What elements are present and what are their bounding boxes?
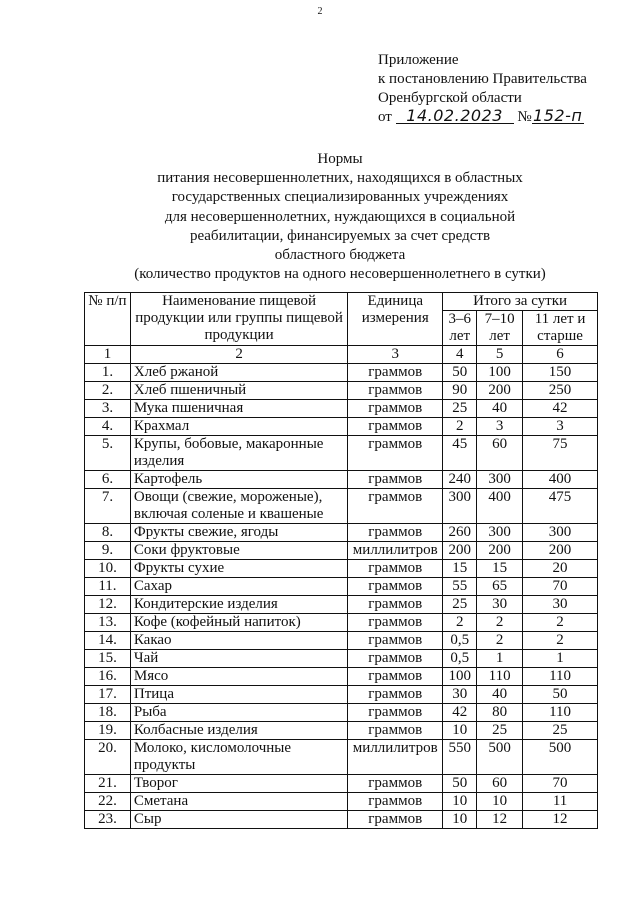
header-age-11-plus: 11 лет и старше — [523, 311, 598, 346]
table-row — [85, 668, 598, 686]
value-age-3-6: 50 — [443, 775, 477, 793]
row-number: 19. — [85, 722, 131, 740]
header-name: Наименование пищевой продукции или группы пищевой продукции — [130, 293, 347, 346]
unit-cell: граммов — [348, 489, 443, 524]
value-age-7-10: 25 — [477, 722, 523, 740]
value-age-11-plus: 110 — [523, 704, 598, 722]
row-number: 7. — [85, 489, 131, 524]
unit-cell: граммов — [348, 668, 443, 686]
value-age-3-6: 45 — [443, 436, 477, 471]
row-number: 12. — [85, 596, 131, 614]
unit-cell: граммов — [348, 578, 443, 596]
value-age-7-10: 1 — [477, 650, 523, 668]
unit-cell: граммов — [348, 722, 443, 740]
value-age-7-10: 15 — [477, 560, 523, 578]
product-name: Какао — [130, 632, 347, 650]
unit-cell: граммов — [348, 775, 443, 793]
value-age-3-6: 50 — [443, 364, 477, 382]
value-age-3-6: 30 — [443, 686, 477, 704]
product-name: Творог — [130, 775, 347, 793]
row-number: 8. — [85, 524, 131, 542]
value-age-11-plus: 70 — [523, 775, 598, 793]
value-age-7-10: 12 — [477, 811, 523, 829]
handwritten-number: 152-п — [533, 106, 583, 125]
appendix-block — [378, 51, 587, 127]
value-age-11-plus: 30 — [523, 596, 598, 614]
table-row — [85, 775, 598, 793]
row-number: 23. — [85, 811, 131, 829]
value-age-11-plus: 400 — [523, 471, 598, 489]
row-number: 20. — [85, 740, 131, 775]
value-age-11-plus: 70 — [523, 578, 598, 596]
value-age-7-10: 110 — [477, 668, 523, 686]
product-name: Соки фруктовые — [130, 542, 347, 560]
column-number: 5 — [477, 346, 523, 364]
unit-cell: граммов — [348, 436, 443, 471]
row-number: 13. — [85, 614, 131, 632]
product-name: Кофе (кофейный напиток) — [130, 614, 347, 632]
value-age-11-plus: 1 — [523, 650, 598, 668]
appendix-resolution: к постановлению Правительства — [378, 71, 587, 87]
value-age-11-plus: 75 — [523, 436, 598, 471]
appendix-title: Приложение — [378, 52, 459, 68]
unit-cell: граммов — [348, 524, 443, 542]
title-line: областного бюджета — [274, 247, 406, 264]
column-number: 2 — [130, 346, 347, 364]
unit-cell: граммов — [348, 560, 443, 578]
value-age-3-6: 10 — [443, 722, 477, 740]
header-unit: Единица измерения — [348, 293, 443, 346]
row-number: 16. — [85, 668, 131, 686]
product-name: Мука пшеничная — [130, 400, 347, 418]
value-age-3-6: 10 — [443, 793, 477, 811]
row-number: 9. — [85, 542, 131, 560]
title-line: для несовершеннолетних, нуждающихся в социальной — [164, 208, 516, 225]
value-age-7-10: 400 — [477, 489, 523, 524]
page-number: 2 — [317, 6, 323, 17]
value-age-11-plus: 200 — [523, 542, 598, 560]
row-number: 15. — [85, 650, 131, 668]
column-number: 3 — [348, 346, 443, 364]
title-line: государственных специализированных учреждениях — [171, 189, 509, 206]
value-age-7-10: 300 — [477, 471, 523, 489]
value-age-3-6: 15 — [443, 560, 477, 578]
product-name: Сахар — [130, 578, 347, 596]
table-row — [85, 650, 598, 668]
value-age-11-plus: 500 — [523, 740, 598, 775]
unit-cell: граммов — [348, 811, 443, 829]
product-name: Чай — [130, 650, 347, 668]
table-row — [85, 793, 598, 811]
document-title — [0, 150, 640, 284]
header-num: № п/п — [85, 293, 131, 346]
row-number: 5. — [85, 436, 131, 471]
unit-cell: граммов — [348, 793, 443, 811]
table-row — [85, 418, 598, 436]
product-name: Кондитерские изделия — [130, 596, 347, 614]
unit-cell: миллилитров — [348, 740, 443, 775]
value-age-3-6: 0,5 — [443, 632, 477, 650]
table-row — [85, 811, 598, 829]
value-age-11-plus: 2 — [523, 632, 598, 650]
value-age-7-10: 10 — [477, 793, 523, 811]
row-number: 14. — [85, 632, 131, 650]
from-label: от — [378, 109, 392, 125]
value-age-11-plus: 42 — [523, 400, 598, 418]
title-line: Нормы — [317, 151, 363, 167]
value-age-7-10: 2 — [477, 632, 523, 650]
value-age-7-10: 3 — [477, 418, 523, 436]
product-name: Картофель — [130, 471, 347, 489]
value-age-3-6: 10 — [443, 811, 477, 829]
value-age-3-6: 300 — [443, 489, 477, 524]
value-age-7-10: 30 — [477, 596, 523, 614]
table-row — [85, 614, 598, 632]
value-age-7-10: 300 — [477, 524, 523, 542]
row-number: 17. — [85, 686, 131, 704]
number-label: № — [517, 109, 532, 125]
value-age-3-6: 25 — [443, 400, 477, 418]
table-row — [85, 704, 598, 722]
value-age-11-plus: 110 — [523, 668, 598, 686]
column-number: 1 — [85, 346, 131, 364]
value-age-7-10: 200 — [477, 542, 523, 560]
table-row — [85, 578, 598, 596]
product-name: Птица — [130, 686, 347, 704]
title-line: питания несовершеннолетних, находящихся в областных — [157, 170, 523, 187]
product-name: Фрукты свежие, ягоды — [130, 524, 347, 542]
value-age-11-plus: 250 — [523, 382, 598, 400]
value-age-11-plus: 25 — [523, 722, 598, 740]
header-age-7-10: 7–10 лет — [477, 311, 523, 346]
value-age-7-10: 500 — [477, 740, 523, 775]
value-age-3-6: 2 — [443, 418, 477, 436]
value-age-7-10: 40 — [477, 400, 523, 418]
value-age-7-10: 100 — [477, 364, 523, 382]
unit-cell: граммов — [348, 382, 443, 400]
row-number: 3. — [85, 400, 131, 418]
table-row — [85, 740, 598, 775]
row-number: 18. — [85, 704, 131, 722]
value-age-3-6: 90 — [443, 382, 477, 400]
value-age-3-6: 2 — [443, 614, 477, 632]
value-age-3-6: 55 — [443, 578, 477, 596]
appendix-region: Оренбургской области — [378, 90, 522, 106]
unit-cell: граммов — [348, 364, 443, 382]
value-age-11-plus: 3 — [523, 418, 598, 436]
value-age-11-plus: 150 — [523, 364, 598, 382]
value-age-3-6: 200 — [443, 542, 477, 560]
norms-table — [84, 292, 598, 829]
title-line: реабилитации, финансируемых за счет средств — [189, 227, 491, 244]
product-name: Хлеб ржаной — [130, 364, 347, 382]
row-number: 6. — [85, 471, 131, 489]
table-row — [85, 364, 598, 382]
table-row — [85, 489, 598, 524]
unit-cell: граммов — [348, 400, 443, 418]
column-number: 4 — [443, 346, 477, 364]
unit-cell: граммов — [348, 418, 443, 436]
product-name: Сыр — [130, 811, 347, 829]
column-number: 6 — [523, 346, 598, 364]
value-age-3-6: 100 — [443, 668, 477, 686]
value-age-7-10: 80 — [477, 704, 523, 722]
unit-cell: граммов — [348, 614, 443, 632]
title-subtitle: (количество продуктов на одного несовершеннолетнего в сутки) — [134, 266, 546, 283]
value-age-11-plus: 300 — [523, 524, 598, 542]
table-row — [85, 382, 598, 400]
header-total: Итого за сутки — [443, 293, 598, 311]
product-name: Хлеб пшеничный — [130, 382, 347, 400]
value-age-7-10: 60 — [477, 775, 523, 793]
value-age-11-plus: 475 — [523, 489, 598, 524]
value-age-7-10: 2 — [477, 614, 523, 632]
table-row — [85, 471, 598, 489]
value-age-7-10: 60 — [477, 436, 523, 471]
table-row — [85, 524, 598, 542]
value-age-3-6: 260 — [443, 524, 477, 542]
table-row — [85, 436, 598, 471]
value-age-3-6: 550 — [443, 740, 477, 775]
product-name: Крахмал — [130, 418, 347, 436]
appendix-date-number — [378, 108, 587, 127]
table-row — [85, 542, 598, 560]
value-age-3-6: 0,5 — [443, 650, 477, 668]
unit-cell: граммов — [348, 650, 443, 668]
product-name: Сметана — [130, 793, 347, 811]
table-body — [85, 364, 598, 829]
unit-cell: граммов — [348, 471, 443, 489]
row-number: 2. — [85, 382, 131, 400]
row-number: 10. — [85, 560, 131, 578]
product-name: Фрукты сухие — [130, 560, 347, 578]
value-age-11-plus: 2 — [523, 614, 598, 632]
unit-cell: граммов — [348, 596, 443, 614]
product-name: Овощи (свежие, мороженые), включая соленые и квашеные — [130, 489, 347, 524]
value-age-11-plus: 11 — [523, 793, 598, 811]
table-row — [85, 596, 598, 614]
value-age-3-6: 240 — [443, 471, 477, 489]
value-age-7-10: 40 — [477, 686, 523, 704]
value-age-7-10: 200 — [477, 382, 523, 400]
product-name: Колбасные изделия — [130, 722, 347, 740]
table-row — [85, 560, 598, 578]
row-number: 21. — [85, 775, 131, 793]
product-name: Мясо — [130, 668, 347, 686]
row-number: 11. — [85, 578, 131, 596]
handwritten-date: 14.02.2023 — [396, 108, 514, 124]
product-name: Рыба — [130, 704, 347, 722]
unit-cell: миллилитров — [348, 542, 443, 560]
table-row — [85, 632, 598, 650]
value-age-3-6: 42 — [443, 704, 477, 722]
value-age-3-6: 25 — [443, 596, 477, 614]
table-row — [85, 686, 598, 704]
header-age-3-6: 3–6 лет — [443, 311, 477, 346]
row-number: 22. — [85, 793, 131, 811]
product-name: Крупы, бобовые, макаронные изделия — [130, 436, 347, 471]
row-number: 1. — [85, 364, 131, 382]
value-age-11-plus: 12 — [523, 811, 598, 829]
row-number: 4. — [85, 418, 131, 436]
table-row — [85, 400, 598, 418]
product-name: Молоко, кисломолочные продукты — [130, 740, 347, 775]
value-age-7-10: 65 — [477, 578, 523, 596]
table-row — [85, 722, 598, 740]
unit-cell: граммов — [348, 632, 443, 650]
unit-cell: граммов — [348, 704, 443, 722]
value-age-11-plus: 50 — [523, 686, 598, 704]
unit-cell: граммов — [348, 686, 443, 704]
value-age-11-plus: 20 — [523, 560, 598, 578]
